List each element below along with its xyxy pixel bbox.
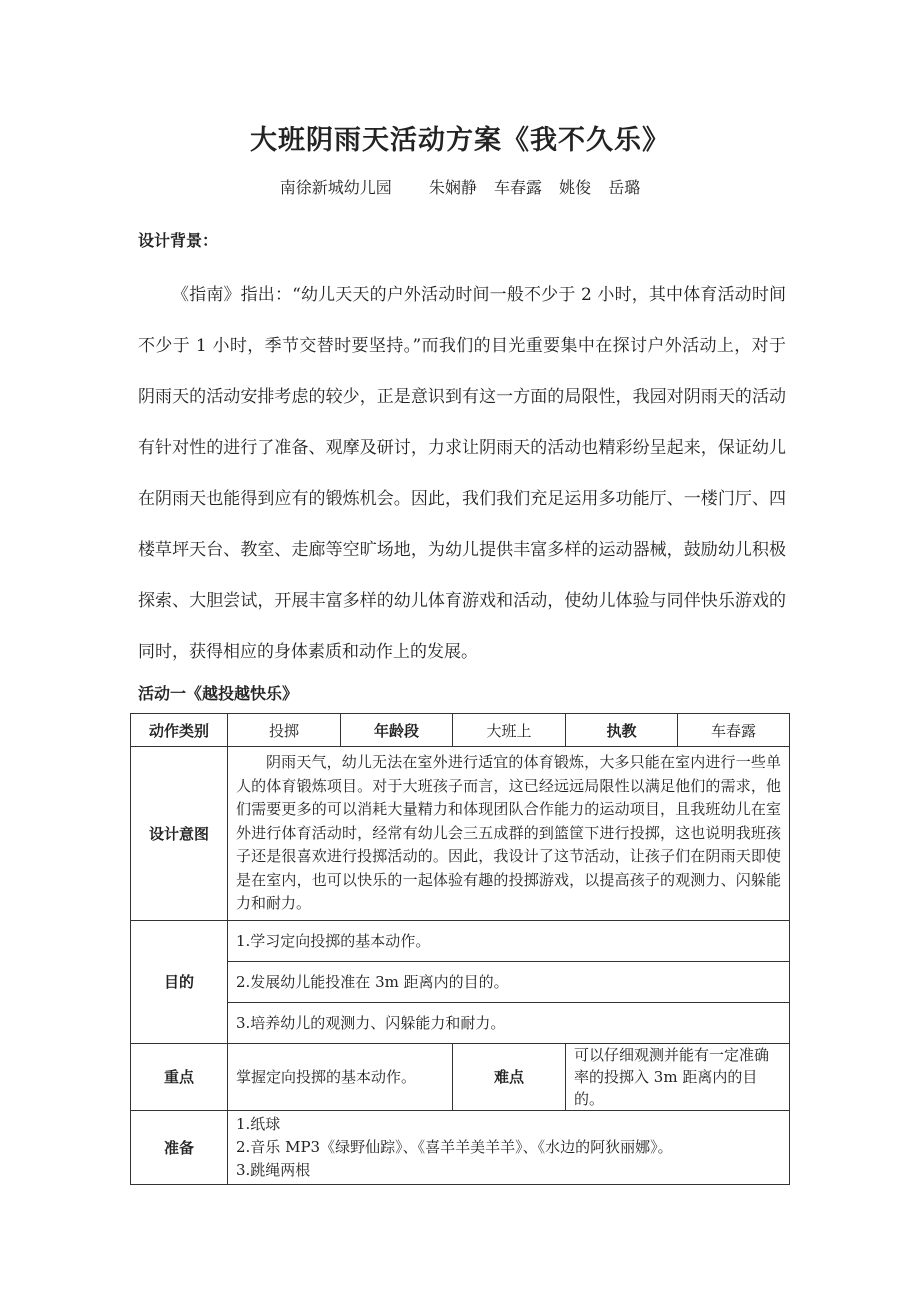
- difficulty-value: 可以仔细观测并能有一定准确率的投掷入 3m 距离内的目的。: [566, 1043, 790, 1110]
- table-row: [131, 1110, 790, 1184]
- activity1-table: [130, 713, 790, 1185]
- table-row: [131, 961, 790, 1002]
- prep-list: [228, 1110, 790, 1184]
- prep-item: 3.跳绳两根: [236, 1160, 311, 1179]
- category-label: 动作类别: [131, 714, 228, 747]
- prep-item: 1.纸球: [236, 1114, 281, 1133]
- goal-item: 1.学习定向投掷的基本动作。: [228, 920, 790, 961]
- table-row: [131, 1002, 790, 1043]
- author-name: 车春露: [493, 178, 542, 197]
- teacher-label: 执教: [566, 714, 678, 747]
- intent-label: 设计意图: [131, 747, 228, 921]
- prep-item: 2.音乐 MP3《绿野仙踪》、《喜羊羊美羊羊》、《水边的阿狄丽娜》。: [236, 1137, 673, 1156]
- intent-text: 阴雨天气，幼儿无法在室外进行适宜的体育锻炼，大多只能在室内进行一些单人的体育锻炼项目。对于大班孩子而言，这已经远远局限性以满足他们的需求，他们需要更多的可以消耗大量精力和体现团队合作能力的运动项目，且我班幼儿在室外进行体育活动时，经常有幼儿会三五成群的到篮筐下进行投掷，这也说明我班孩子还是很喜欢进行投掷活动的。因此，我设计了这节活动，让孩子们在阴雨天即使是在室内，也可以快乐的一起体验有趣的投掷游戏，以提高孩子的观测力、闪躲能力和耐力。: [228, 747, 790, 921]
- key-value: 掌握定向投掷的基本动作。: [228, 1043, 453, 1110]
- goal-item: 3.培养幼儿的观测力、闪躲能力和耐力。: [228, 1002, 790, 1043]
- author-line: [0, 175, 920, 198]
- author-name: 姚俊: [559, 178, 592, 197]
- activity1-heading: 活动一《越投越快乐》: [138, 684, 299, 703]
- background-paragraph: 《指南》指出：“幼儿天天的户外活动时间一般不少于 2 小时，其中体育活动时间不少于 1 小时，季节交替时要坚持。”而我们的目光重要集中在探讨户外活动上，对于阴雨天的活动安排考虑的较少，正是意识到有这一方面的局限性，我园对阴雨天的活动有针对性的进行了准备、观摩及研讨，力求让阴雨天的活动也精彩纷呈起来，保证幼儿在阴雨天也能得到应有的锻炼机会。因此，我们我们充足运用多功能厅、一楼门厅、四楼草坪天台、教室、走廊等空旷场地，为幼儿提供丰富多样的运动器械，鼓励幼儿积极探索、大胆尝试，开展丰富多样的幼儿体育游戏和活动，使幼儿体验与同伴快乐游戏的同时，获得相应的身体素质和动作上的发展。: [138, 285, 786, 662]
- table-row: [131, 920, 790, 961]
- table-row: [131, 747, 790, 921]
- table-row: [131, 714, 790, 747]
- teacher-value: 车春露: [678, 714, 790, 747]
- category-value: 投掷: [228, 714, 341, 747]
- background-heading: 设计背景：: [138, 231, 219, 250]
- age-label: 年龄段: [341, 714, 453, 747]
- prep-label: 准备: [131, 1110, 228, 1184]
- table-row: [131, 1043, 790, 1110]
- school-name: 南徐新城幼儿园: [279, 178, 392, 197]
- author-name: 朱娴静: [428, 178, 477, 197]
- page-title: 大班阴雨天活动方案《我不久乐》: [250, 125, 670, 156]
- key-label: 重点: [131, 1043, 228, 1110]
- goal-item: 2.发展幼儿能投准在 3m 距离内的目的。: [228, 961, 790, 1002]
- author-name: 岳璐: [608, 178, 641, 197]
- goals-label: 目的: [131, 920, 228, 1043]
- age-value: 大班上: [453, 714, 566, 747]
- difficulty-label: 难点: [453, 1043, 566, 1110]
